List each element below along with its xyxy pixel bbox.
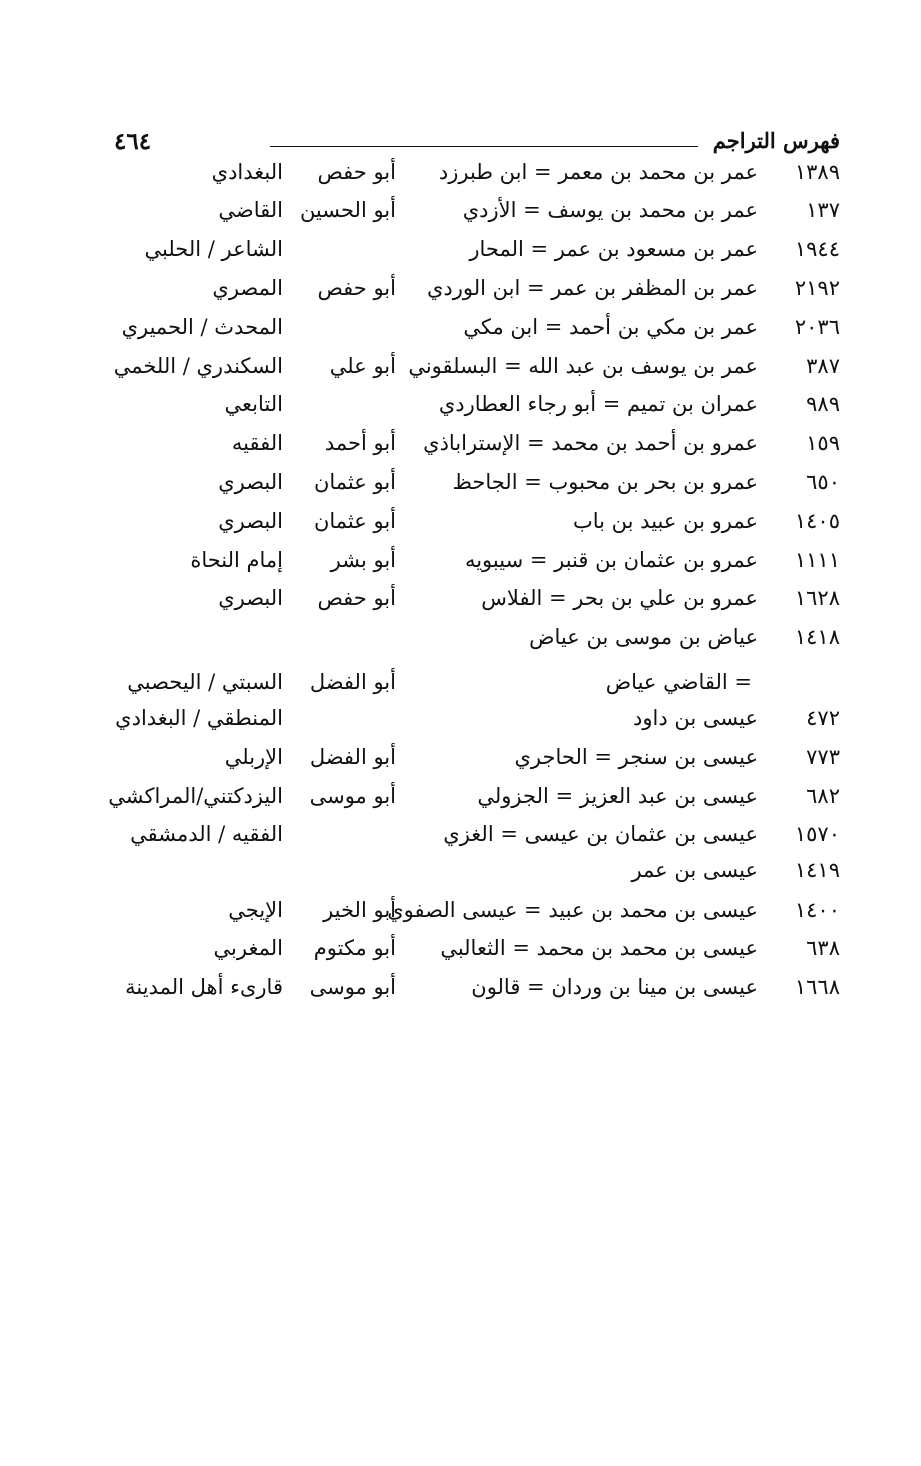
index-entry <box>100 315 840 355</box>
index-entry <box>100 548 840 588</box>
entry-number: ١٩٤٤ <box>794 237 840 261</box>
entry-name: عمر بن مكي بن أحمد = ابن مكي <box>463 315 758 339</box>
entry-number: ٦٨٢ <box>806 784 840 808</box>
index-entry <box>100 784 840 824</box>
entry-name: عيسى بن محمد بن محمد = الثعالبي <box>440 936 758 960</box>
entry-nisba: المصري <box>212 276 283 300</box>
index-entry <box>100 431 840 471</box>
entry-name: = القاضي عياض <box>605 670 752 694</box>
entry-kunya: أبو بشر <box>330 548 396 572</box>
entry-number: ١٥٩ <box>806 431 840 455</box>
index-entry <box>100 975 840 1015</box>
page-number: ٤٦٤ <box>114 128 152 155</box>
running-title: فهرس التراجم <box>712 128 840 153</box>
index-entry <box>100 198 840 238</box>
entry-number: ٦٣٨ <box>806 936 840 960</box>
entry-name: عمر بن المظفر بن عمر = ابن الوردي <box>427 276 758 300</box>
index-entry <box>100 670 840 710</box>
entry-name: عيسى بن عمر <box>631 858 758 882</box>
entry-nisba: اليزدكتني/المراكشي <box>108 784 283 808</box>
entry-number: ١٦٦٨ <box>794 975 840 999</box>
entry-number: ١١١١ <box>794 548 840 572</box>
entry-nisba: الفقيه <box>231 431 283 455</box>
entry-nisba: القاضي <box>218 198 283 222</box>
entry-kunya: أبو حفص <box>317 276 396 300</box>
entry-name: عمر بن محمد بن يوسف = الأزدي <box>462 198 758 222</box>
entry-number: ١٥٧٠ <box>794 822 840 846</box>
entry-name: عياض بن موسى بن عياض <box>529 625 758 649</box>
entry-nisba: إمام النحاة <box>190 548 283 572</box>
entry-number: ٢١٩٢ <box>794 276 840 300</box>
entry-nisba: قارىء أهل المدينة <box>125 975 283 999</box>
entry-name: عيسى بن عبد العزيز = الجزولي <box>477 784 758 808</box>
entry-name: عمرو بن أحمد بن محمد = الإستراباذي <box>423 431 758 455</box>
entry-kunya: أبو حفص <box>317 160 396 184</box>
entry-nisba: البصري <box>218 470 283 494</box>
index-entry <box>100 160 840 200</box>
entry-name: عمرو بن علي بن بحر = الفلاس <box>481 586 758 610</box>
entry-name: عيسى بن سنجر = الحاجري <box>514 745 758 769</box>
entry-nisba: البصري <box>218 586 283 610</box>
entry-nisba: البغدادي <box>211 160 283 184</box>
entry-nisba: السبتي / اليحصبي <box>127 670 283 694</box>
entry-nisba: السكندري / اللخمي <box>113 354 283 378</box>
entry-name: عيسى بن محمد بن عبيد = عيسى الصفوي <box>387 898 758 922</box>
header-rule <box>270 146 698 147</box>
index-entry <box>100 470 840 510</box>
index-entry <box>100 745 840 785</box>
entry-nisba: المنطقي / البغدادي <box>115 706 283 730</box>
entry-kunya: أبو علي <box>329 354 396 378</box>
index-entry <box>100 237 840 277</box>
index-entry <box>100 354 840 394</box>
entry-name: عمران بن تميم = أبو رجاء العطاردي <box>438 392 758 416</box>
entry-name: عمر بن مسعود بن عمر = المحار <box>469 237 758 261</box>
index-entry <box>100 392 840 432</box>
entry-name: عيسى بن داود <box>633 706 758 730</box>
entry-kunya: أبو عثمان <box>313 470 396 494</box>
entry-number: ١٤١٩ <box>794 858 840 882</box>
index-entry <box>100 898 840 938</box>
entry-name: عمرو بن عثمان بن قنبر = سيبويه <box>464 548 758 572</box>
index-entry <box>100 509 840 549</box>
entry-kunya: أبو حفص <box>317 586 396 610</box>
entry-kunya: أبو موسى <box>309 784 396 808</box>
index-entry <box>100 936 840 976</box>
entry-nisba: الإربلي <box>224 745 283 769</box>
entry-kunya: أبو الفضل <box>309 745 396 769</box>
entry-name: عيسى بن مينا بن وردان = قالون <box>471 975 758 999</box>
entry-number: ٧٧٣ <box>806 745 840 769</box>
entry-nisba: الفقيه / الدمشقي <box>130 822 283 846</box>
entry-nisba: البصري <box>218 509 283 533</box>
entry-kunya: أبو أحمد <box>324 431 396 455</box>
entry-number: ١٦٢٨ <box>794 586 840 610</box>
entry-kunya: أبو مكتوم <box>313 936 396 960</box>
entry-kunya: أبو موسى <box>309 975 396 999</box>
entry-number: ٢٠٣٦ <box>794 315 840 339</box>
entry-kunya: أبو عثمان <box>313 509 396 533</box>
entry-name: عمر بن محمد بن معمر = ابن طبرزد <box>438 160 758 184</box>
index-entry <box>100 625 840 665</box>
page-header <box>110 128 840 162</box>
entry-name: عمرو بن عبيد بن باب <box>572 509 758 533</box>
entry-name: عمر بن يوسف بن عبد الله = البسلقوني <box>408 354 758 378</box>
entry-nisba: المغربي <box>213 936 283 960</box>
entry-kunya: أبو الخير <box>323 898 396 922</box>
index-entry <box>100 586 840 626</box>
entry-number: ١٣٧ <box>806 198 840 222</box>
entry-number: ١٤٠٥ <box>794 509 840 533</box>
index-entry <box>100 822 840 862</box>
index-entry <box>100 706 840 746</box>
entry-number: ٤٧٢ <box>806 706 840 730</box>
entry-number: ١٤١٨ <box>794 625 840 649</box>
entry-nisba: الإيجي <box>228 898 283 922</box>
entry-number: ٩٨٩ <box>806 392 840 416</box>
entry-number: ٦٥٠ <box>806 470 840 494</box>
entry-nisba: المحدث / الحميري <box>121 315 283 339</box>
entry-kunya: أبو الحسين <box>299 198 396 222</box>
index-entry <box>100 276 840 316</box>
entry-nisba: التابعي <box>224 392 283 416</box>
entry-number: ٣٨٧ <box>806 354 840 378</box>
entry-number: ١٣٨٩ <box>794 160 840 184</box>
entry-name: عمرو بن بحر بن محبوب = الجاحظ <box>452 470 758 494</box>
entry-name: عيسى بن عثمان بن عيسى = الغزي <box>443 822 758 846</box>
index-entry <box>100 858 840 898</box>
entry-kunya: أبو الفضل <box>309 670 396 694</box>
entry-number: ١٤٠٠ <box>794 898 840 922</box>
entry-nisba: الشاعر / الحلبي <box>144 237 283 261</box>
